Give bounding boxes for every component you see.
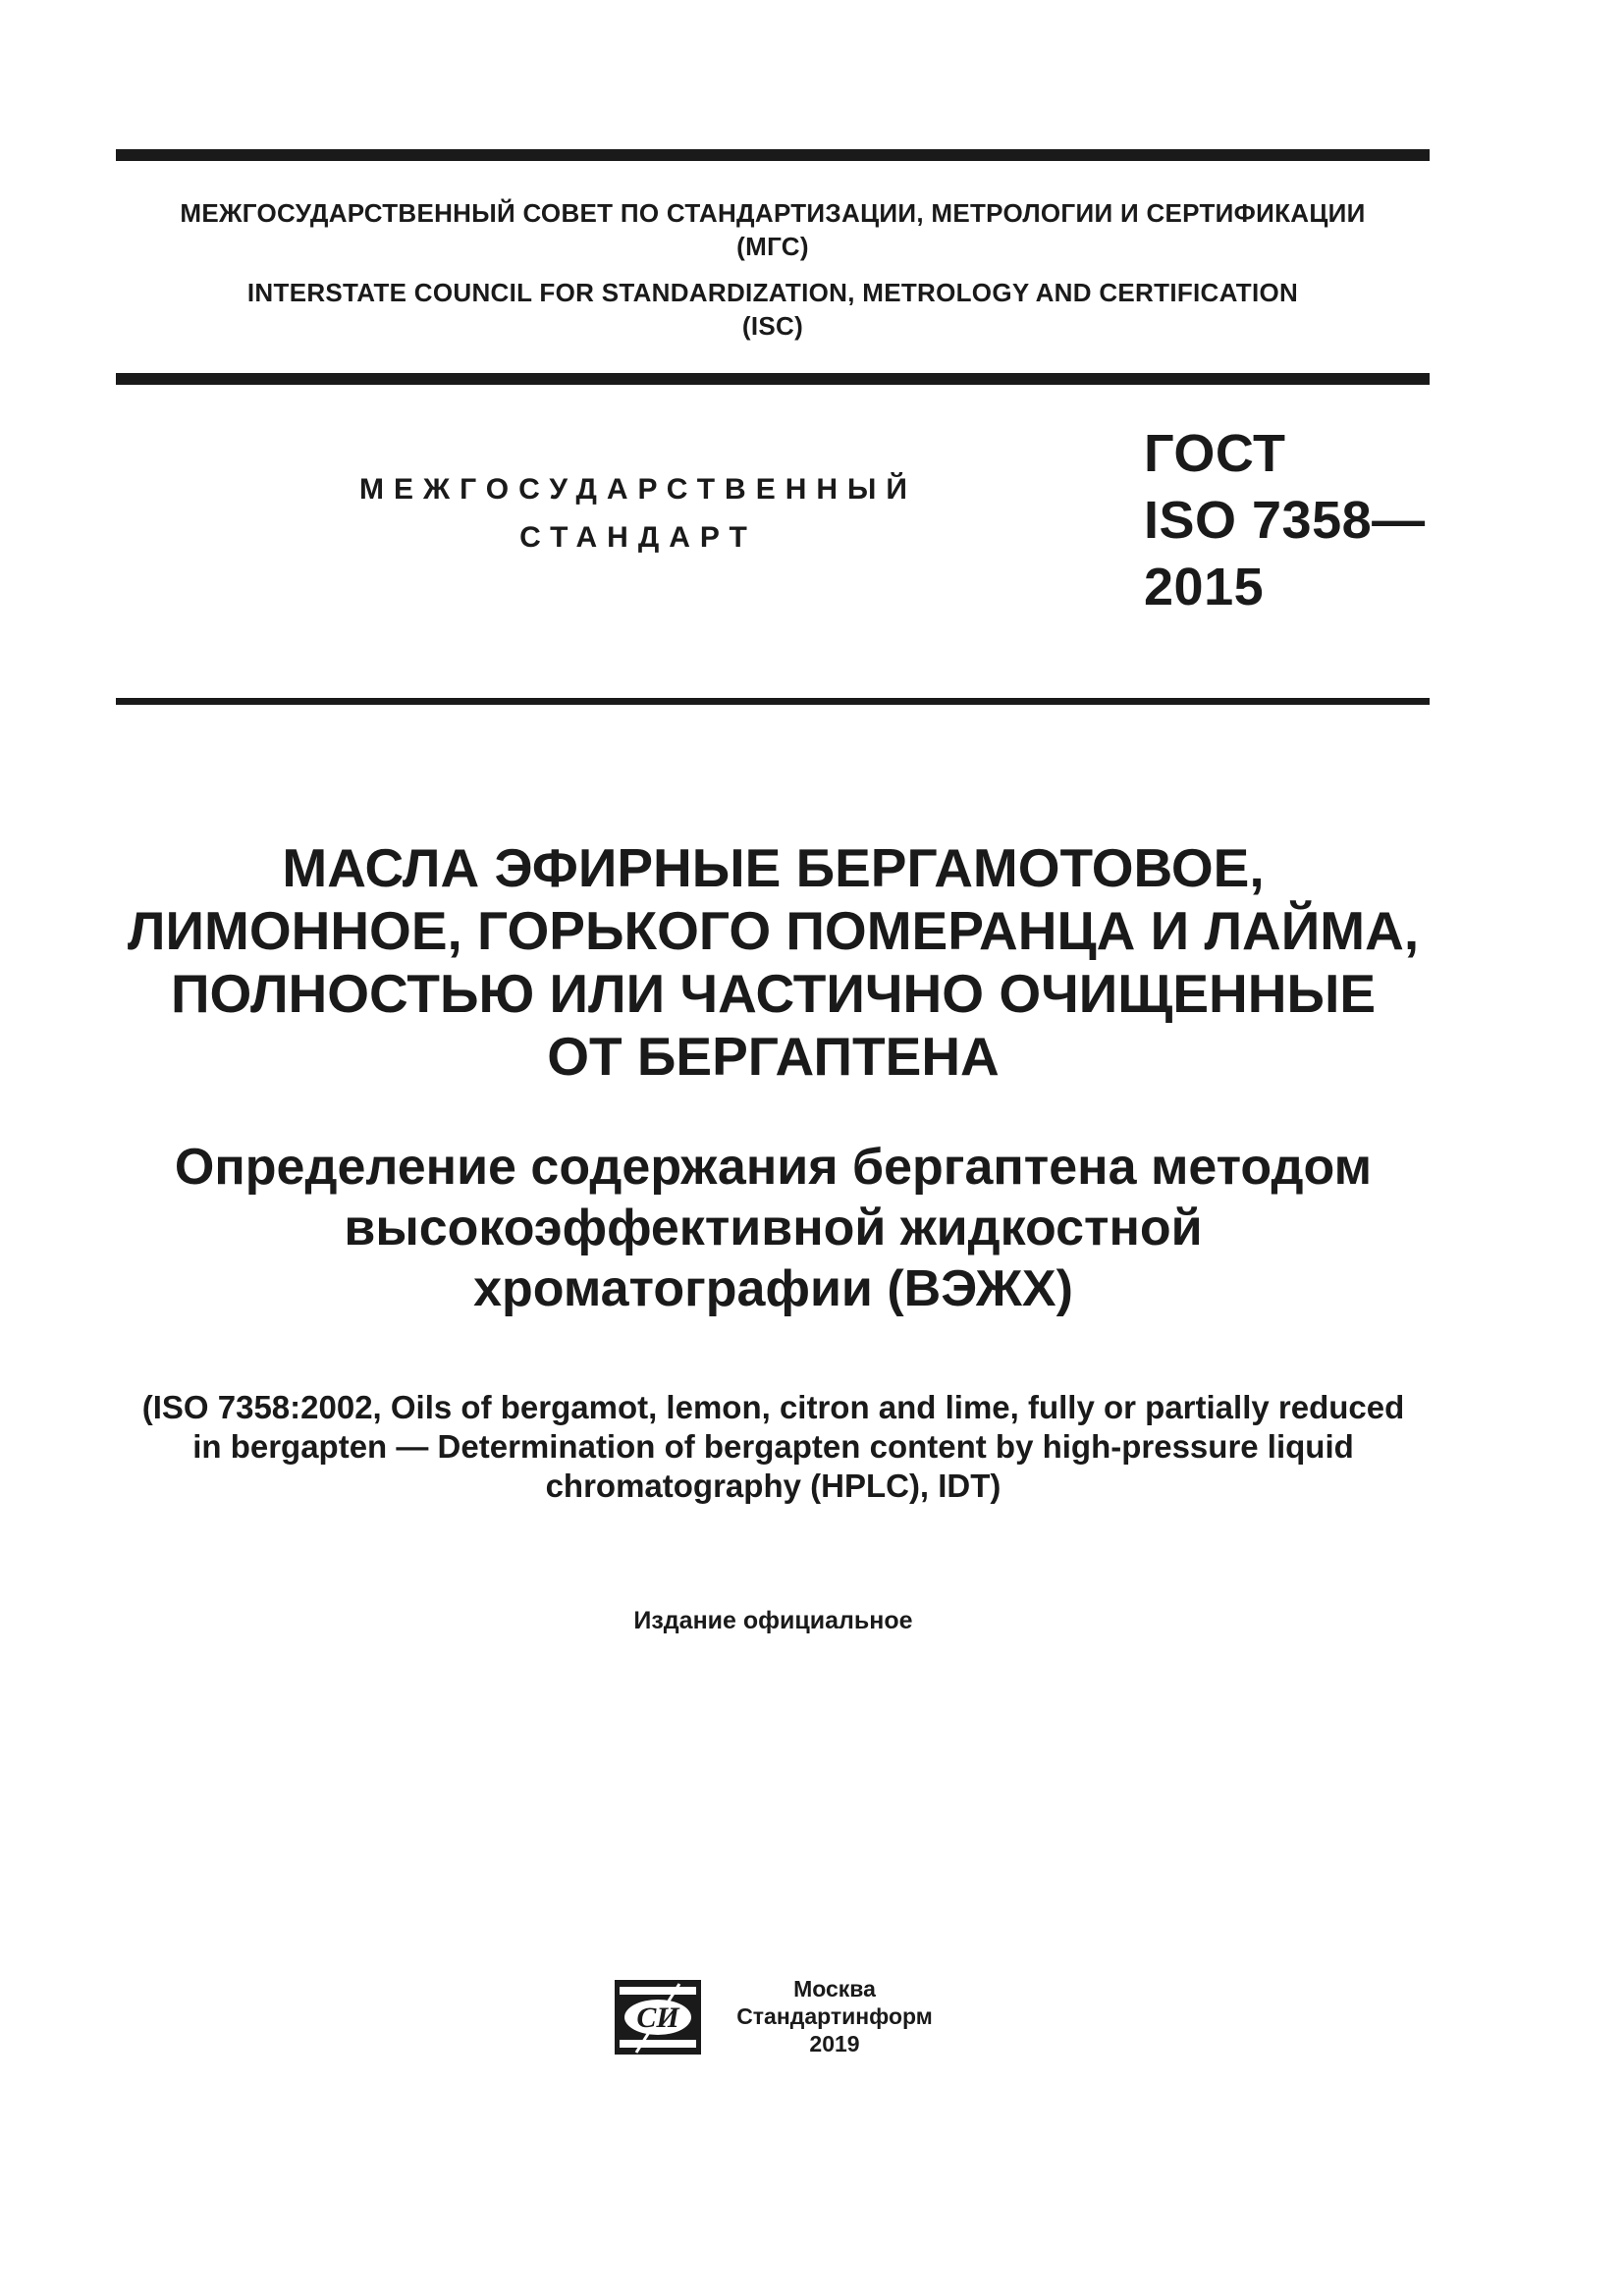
middle-divider — [116, 373, 1430, 385]
iso-reference-line: (ISO 7358:2002, Oils of bergamot, lemon, citron and lime, fully or partially reduced — [141, 1389, 1405, 1425]
subtitle-line: высокоэффективной жидкостной — [344, 1200, 1203, 1256]
standard-type-line2: СТАНДАРТ — [519, 521, 757, 554]
document-title — [79, 836, 1468, 1088]
standard-type-line1: МЕЖГОСУДАРСТВЕННЫЙ — [359, 473, 917, 506]
council-ru-abbr: (МГС) — [736, 232, 809, 261]
publisher-name: Стандартинформ — [736, 2003, 933, 2029]
iso-reference-line: in bergapten — Determination of bergapten content by high-pressure liquid — [192, 1428, 1354, 1465]
designation-line1: ГОСТ — [1144, 424, 1286, 483]
iso-reference — [79, 1388, 1468, 1506]
council-name-ru — [116, 196, 1430, 263]
document-subtitle — [79, 1137, 1468, 1319]
publisher-year: 2019 — [809, 2031, 860, 2056]
designation-line2: ISO 7358— — [1144, 491, 1426, 550]
edition-label: Издание официальное — [633, 1607, 913, 1634]
standard-designation — [1144, 420, 1426, 620]
council-en-line: INTERSTATE COUNCIL FOR STANDARDIZATION, METROLOGY AND CERTIFICATION — [246, 278, 1299, 307]
publisher-info — [722, 1975, 947, 2057]
council-ru-line: МЕЖГОСУДАРСТВЕННЫЙ СОВЕТ ПО СТАНДАРТИЗАЦИИ, МЕТРОЛОГИИ И СЕРТИФИКАЦИИ — [180, 198, 1366, 228]
standartinform-logo-icon — [611, 1976, 705, 2058]
lower-divider — [116, 698, 1430, 705]
subtitle-line: Определение содержания бергаптена методом — [174, 1139, 1373, 1196]
subtitle-line: хроматографии (ВЭЖХ) — [473, 1260, 1073, 1317]
designation-line3: 2015 — [1144, 558, 1265, 616]
title-line: ОТ БЕРГАПТЕНА — [547, 1026, 1000, 1087]
top-divider — [116, 149, 1430, 161]
council-en-abbr: (ISC) — [741, 311, 804, 341]
title-line: ПОЛНОСТЬЮ ИЛИ ЧАСТИЧНО ОЧИЩЕННЫЕ — [171, 963, 1376, 1024]
logo-text: СИ — [636, 2002, 679, 2034]
publisher-city: Москва — [793, 1976, 876, 2002]
title-line: ЛИМОННОЕ, ГОРЬКОГО ПОМЕРАНЦА И ЛАЙМА, — [127, 900, 1420, 961]
iso-reference-line: chromatography (HPLC), IDT) — [545, 1468, 1001, 1504]
council-name-en — [116, 276, 1430, 343]
title-line: МАСЛА ЭФИРНЫЕ БЕРГАМОТОВОЕ, — [282, 837, 1265, 898]
